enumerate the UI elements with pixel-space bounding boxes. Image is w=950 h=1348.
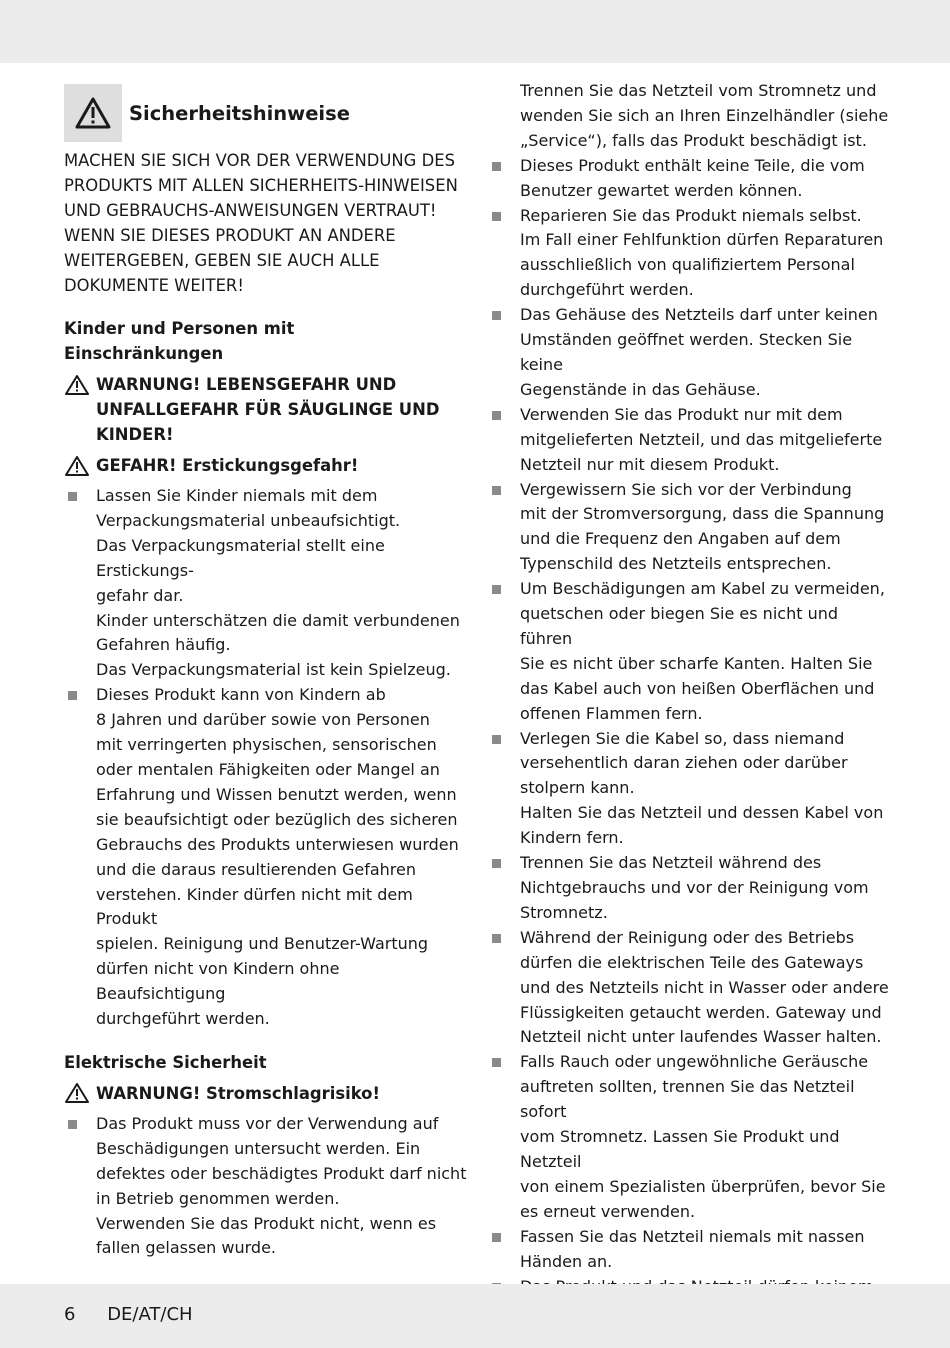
page-number: 6 <box>64 1304 76 1325</box>
list-item: Vergewissern Sie sich vor der Verbindung mit der Stromversorgung, dass die Spannung und die Frequenz den Angaben auf dem Typenschild des Netzteils entsprechen. <box>488 478 893 578</box>
list-item: Verwenden Sie das Produkt nur mit dem mitgelieferten Netzteil, und das mitgelieferte Netzteil nur mit diesem Produkt. <box>488 403 893 478</box>
list-item: Dieses Produkt enthält keine Teile, die vom Benutzer gewartet werden können. <box>488 154 893 204</box>
danger-suffocation-text: GEFAHR! Erstickungsgefahr! <box>96 456 359 475</box>
square-bullet-icon <box>64 683 96 1032</box>
list-item: Um Beschädigungen am Kabel zu vermeiden, quetschen oder biegen Sie es nicht und führen Sie es nicht über scharfe Kanten. Halten Sie das Kabel auch von heißen Oberflächen und offenen Flammen fern. <box>488 577 893 726</box>
continuation-text: Trennen Sie das Netzteil vom Stromnetz und wenden Sie sich an Ihren Einzelhändler (siehe „Service“), falls das Produkt beschädigt ist. <box>520 81 889 150</box>
warning-electric-text: WARNUNG! Stromschlagrisiko! <box>96 1083 380 1103</box>
list-item: Während der Reinigung oder des Betriebs dürfen die elektrischen Teile des Gateways und des Netzteils nicht in Wasser oder andere Flüssigkeiten getaucht werden. Gateway und Netzteil nicht unter laufendes Wasser halten. <box>488 926 893 1051</box>
warning-electric <box>64 1081 468 1106</box>
locale-label: DE/AT/CH <box>107 1304 193 1325</box>
list-item: Reparieren Sie das Produkt niemals selbst. Im Fall einer Fehlfunktion dürfen Reparaturen ausschließlich von qualifiziertem Personal durchgeführt werden. <box>488 204 893 304</box>
list-item: Das Produkt muss vor der Verwendung auf Beschädigungen untersucht werden. Ein defektes oder beschädigtes Produkt darf nicht in Betrieb genommen werden. Verwenden Sie das Produkt nicht, wenn es fallen gelassen wurde. <box>64 1112 468 1261</box>
list-item: Dieses Produkt kann von Kindern ab 8 Jahren und darüber sowie von Personen mit verringerten physischen, sensorischen oder mentalen Fähigkeiten oder Mangel an Erfahrung und Wissen benutzt werden, wenn sie beaufsichtigt oder bezüglich des sicheren Gebrauchs des Produkts unterwiesen wurden und die daraus resultierenden Gefahren verstehen. Kinder dürfen nicht mit dem Produkt spielen. Reinigung und Benutzer-Wartung dürfen nicht von Kindern ohne Beaufsichtigung durchgeführt werden. <box>64 683 468 1032</box>
warning-children-text: WARNUNG! LEBENSGEFAHR UND UNFALLGEFAHR FÜR SÄUGLINGE UND KINDER! <box>96 375 440 444</box>
danger-suffocation <box>64 453 468 478</box>
warning-triangle-icon <box>64 455 90 477</box>
square-bullet-icon <box>488 478 520 578</box>
caps-notice: MACHEN SIE SICH VOR DER VERWENDUNG DES PRODUKTS MIT ALLEN SICHERHEITS-HINWEISEN UND GEBRAUCHS-ANWEISUNGEN VERTRAUT! WENN SIE DIESES PRODUKT AN ANDERE WEITERGEBEN, GEBEN SIE AUCH ALLE DOKUMENTE WEITER! <box>64 151 458 295</box>
list-item: Falls Rauch oder ungewöhnliche Geräusche auftreten sollten, trennen Sie das Netzteil sofort vom Stromnetz. Lassen Sie Produkt und Netzteil von einem Spezialisten überprüfen, bevor Sie es erneut verwenden. <box>488 1050 893 1224</box>
section-header <box>64 84 468 142</box>
square-bullet-icon <box>488 851 520 926</box>
warning-triangle-icon <box>64 374 90 396</box>
square-bullet-icon <box>488 1050 520 1224</box>
list-item: Lassen Sie Kinder niemals mit dem Verpackungsmaterial unbeaufsichtigt. Das Verpackungsmaterial stellt eine Erstickungs- gefahr dar. Kinder unterschätzen die damit verbundenen Gefahren häufig. Das Verpackungsmaterial ist kein Spielzeug. <box>64 484 468 683</box>
list-item: Fassen Sie das Netzteil niemals mit nassen Händen an. <box>488 1225 893 1275</box>
page-title: Sicherheitshinweise <box>129 101 350 125</box>
warning-icon-box <box>64 84 122 142</box>
square-bullet-icon <box>488 403 520 478</box>
right-column <box>488 79 893 1324</box>
list-item: Das Gehäuse des Netzteils darf unter keinen Umständen geöffnet werden. Stecken Sie keine Gegenstände in das Gehäuse. <box>488 303 893 403</box>
square-bullet-icon <box>488 577 520 726</box>
page-footer <box>64 1304 193 1325</box>
left-column <box>64 80 468 1261</box>
square-bullet-icon <box>488 926 520 1051</box>
warning-triangle-icon <box>74 96 112 130</box>
list-item: Verlegen Sie die Kabel so, dass niemand versehentlich daran ziehen oder darüber stolpern kann. Halten Sie das Netzteil und dessen Kabel von Kindern fern. <box>488 727 893 852</box>
square-bullet-icon <box>488 1225 520 1275</box>
electrical-heading: Elektrische Sicherheit <box>64 1052 267 1072</box>
square-bullet-icon <box>488 727 520 852</box>
square-bullet-icon <box>488 204 520 304</box>
warning-triangle-icon <box>64 1082 90 1104</box>
square-bullet-icon <box>64 1112 96 1261</box>
square-bullet-icon <box>488 303 520 403</box>
warning-children <box>64 372 468 447</box>
children-heading: Kinder und Personen mit Einschränkungen <box>64 319 295 363</box>
top-band <box>0 0 950 63</box>
square-bullet-icon <box>64 484 96 683</box>
list-item: Trennen Sie das Netzteil während des Nichtgebrauchs und vor der Reinigung vom Stromnetz. <box>488 851 893 926</box>
square-bullet-icon <box>488 154 520 204</box>
